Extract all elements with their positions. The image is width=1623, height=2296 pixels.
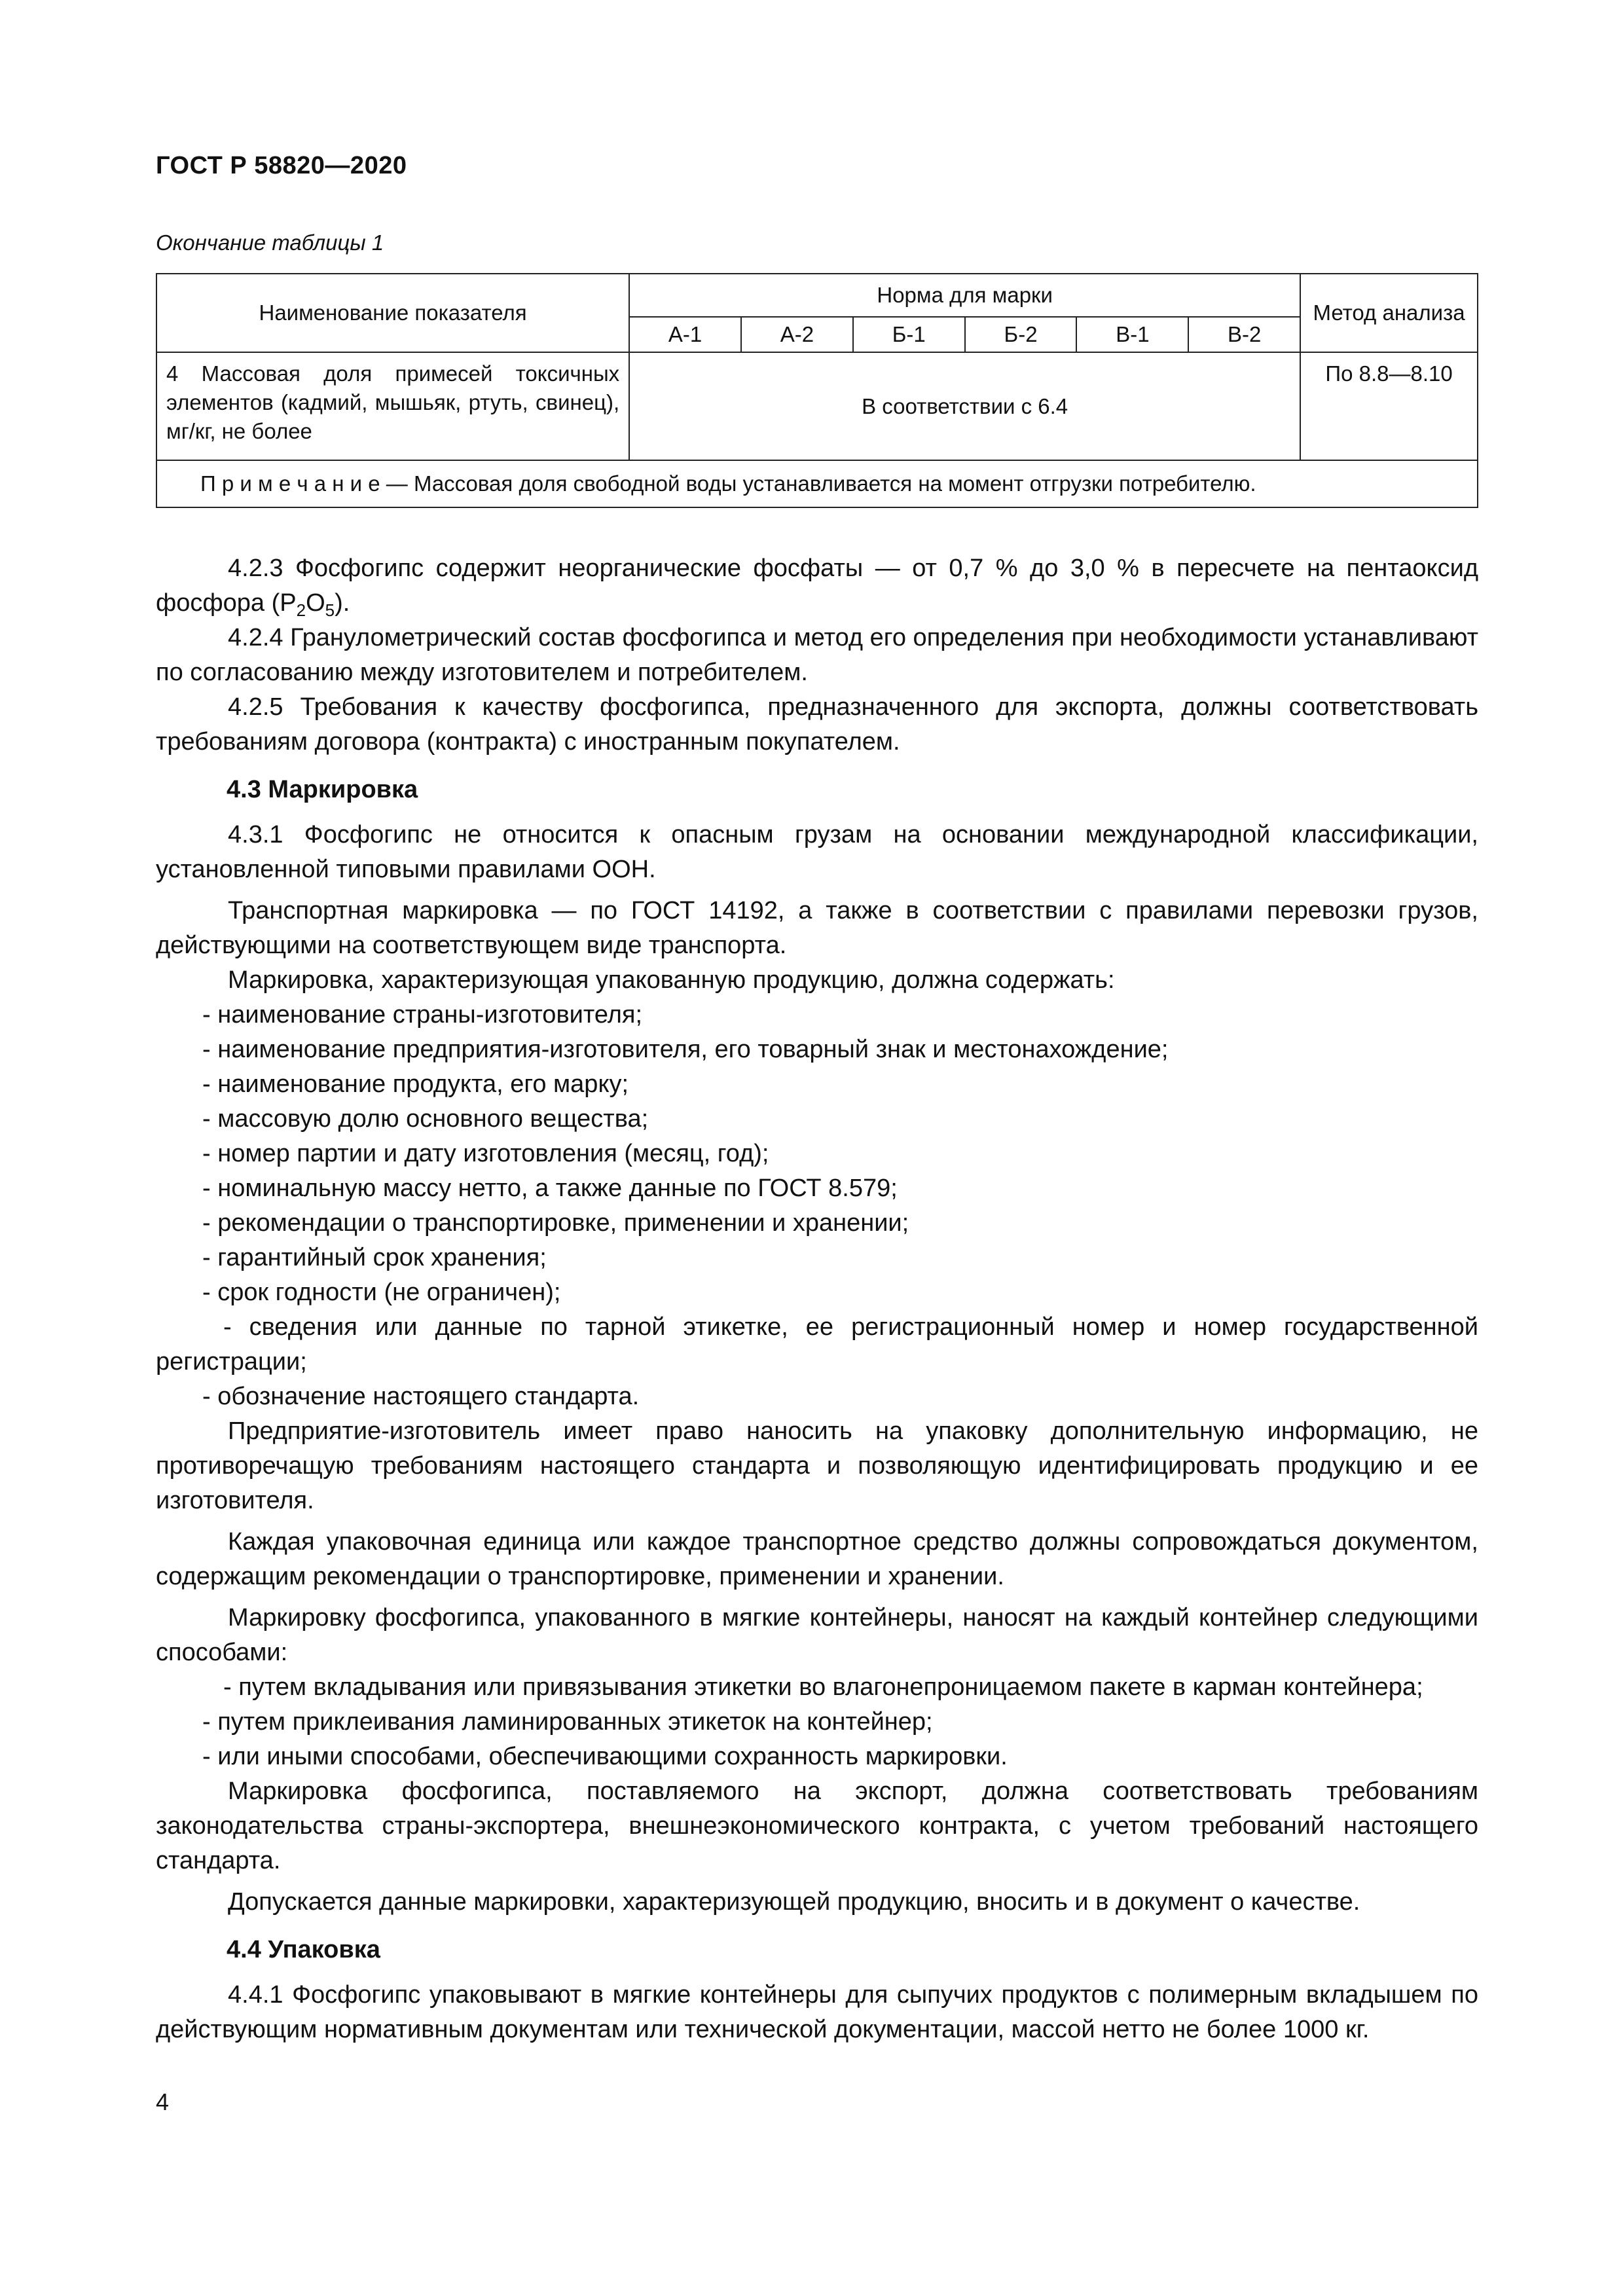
paragraph-export-marking: Маркировка фосфогипса, поставляемого на экспорт, должна соответствовать требованиям законодательства страны-экспортера, внешнеэкономического контракта, с учетом требований настоящего стандарта. [156, 1777, 1478, 1874]
col-header-norm: Норма для марки [629, 274, 1300, 317]
paragraph-4-2-4: 4.2.4 Гранулометрический состав фосфогипса и метод его определения при необходимости устанавливают по согласованию между изготовителем и потребителем. [156, 624, 1478, 686]
grade-a1: А-1 [629, 317, 741, 352]
list-item: - путем вкладывания или привязывания этикетки во влагонепроницаемом пакете в карман контейнера; [223, 1673, 1423, 1701]
paragraph-each-unit: Каждая упаковочная единица или каждое транспортное средство должны сопровождаться документом, содержащим рекомендации о транспортировке, применении и хранении. [156, 1528, 1478, 1590]
document-body [156, 551, 1478, 2047]
paragraph-marking-intro: Маркировка, характеризующая упакованную продукцию, должна содержать: [228, 966, 1115, 994]
page-number: 4 [156, 2088, 170, 2115]
section-heading-4-4: 4.4 Упаковка [227, 1936, 380, 1963]
paragraph-transport-marking: Транспортная маркировка — по ГОСТ 14192, а также в соответствии с правилами перевозки грузов, действующими на соответствующем виде транспорта. [156, 897, 1478, 959]
paragraph-4-2-3: 4.2.3 Фосфогипс содержит неорганические фосфаты — от 0,7 % до 3,0 % в пересчете на пентаоксид фосфора $(P_2O_5)$. [156, 555, 1478, 620]
list-item: - рекомендации о транспортировке, применении и хранении; [202, 1209, 909, 1237]
list-item: - путем приклеивания ламинированных этикеток на контейнер; [202, 1708, 933, 1736]
row-indicator-name: 4 Массовая доля примесей токсичных элементов (кадмий, мышьяк, ртуть, свинец), мг/кг, не более [156, 352, 629, 460]
list-item: - массовую долю основного вещества; [202, 1105, 649, 1133]
grade-v2: В-2 [1188, 317, 1300, 352]
list-item: - номер партии и дату изготовления (месяц, год); [202, 1140, 769, 1167]
section-heading-4-3: 4.3 Маркировка [227, 776, 418, 803]
grade-v1: В-1 [1076, 317, 1188, 352]
paragraph-4-4-1: 4.4.1 Фосфогипс упаковывают в мягкие контейнеры для сыпучих продуктов с полимерным вкладышем по действующим нормативным документам или технической документации, массой нетто не более 1000 кг. [156, 1981, 1478, 2043]
grade-a2: А-2 [741, 317, 853, 352]
paragraph-4-2-5: 4.2.5 Требования к качеству фосфогипса, предназначенного для экспорта, должны соответствовать требованиям договора (контракта) с иностранным покупателем. [156, 693, 1478, 756]
list-item: - срок годности (не ограничен); [202, 1279, 561, 1306]
table-note: П р и м е ч а н и е — Массовая доля свободной воды устанавливается на момент отгрузки потребителю. [156, 460, 1478, 507]
list-item: - наименование продукта, его марку; [202, 1070, 629, 1098]
list-item: - обозначение настоящего стандарта. [202, 1383, 640, 1410]
list-item: - гарантийный срок хранения; [202, 1244, 547, 1271]
paragraph-quality-document: Допускается данные маркировки, характеризующей продукцию, вносить и в документ о качестве. [228, 1888, 1360, 1916]
paragraph-4-3-1: 4.3.1 Фосфогипс не относится к опасным грузам на основании международной классификации, установленной типовыми правилами ООН. [156, 821, 1478, 883]
row-method: По 8.8—8.10 [1300, 352, 1478, 460]
col-header-method: Метод анализа [1300, 274, 1478, 352]
list-item: - наименование предприятия-изготовителя, его товарный знак и местонахождение; [202, 1036, 1169, 1063]
list-item: - номинальную массу нетто, а также данные по ГОСТ 8.579; [202, 1175, 898, 1202]
row-norm-value: В соответствии с 6.4 [629, 352, 1300, 460]
list-item: - или иными способами, обеспечивающими сохранность маркировки. [202, 1743, 1008, 1770]
grade-b2: Б-2 [965, 317, 1077, 352]
table-caption: Окончание таблицы 1 [156, 230, 384, 255]
col-header-name: Наименование показателя [156, 274, 629, 352]
list-item: - сведения или данные по тарной этикетке, ее регистрационный номер и номер государственной регистрации; [156, 1313, 1478, 1376]
paragraph-manufacturer-rights: Предприятие-изготовитель имеет право наносить на упаковку дополнительную информацию, не противоречащую требованиям настоящего стандарта и позволяющую идентифицировать продукцию и ее изготовителя. [156, 1417, 1478, 1514]
indicators-table [156, 273, 1478, 508]
list-item: - наименование страны-изготовителя; [202, 1001, 643, 1029]
document-code: ГОСТ Р 58820—2020 [156, 152, 407, 179]
paragraph-soft-containers: Маркировку фосфогипса, упакованного в мягкие контейнеры, наносят на каждый контейнер следующими способами: [156, 1604, 1478, 1666]
grade-b1: Б-1 [853, 317, 965, 352]
